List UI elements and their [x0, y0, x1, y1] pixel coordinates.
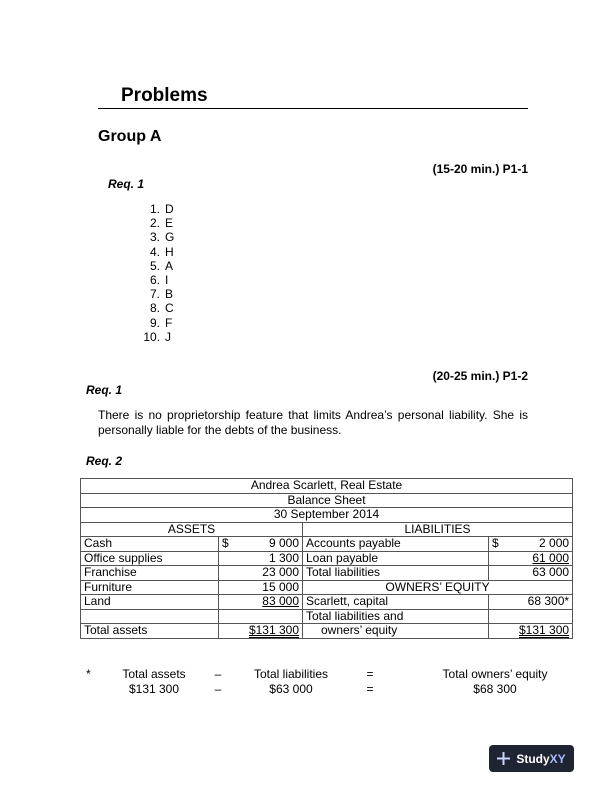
- asset-amount: $ 9 000: [219, 537, 303, 552]
- studyxy-badge[interactable]: [489, 745, 574, 772]
- answer-item: [143, 287, 174, 301]
- statement-title: Balance Sheet: [81, 493, 573, 508]
- footnote-owners-equity-value: $68 300: [473, 682, 517, 696]
- answer-item: [143, 330, 174, 344]
- req-1-answer-text: There is no proprietorship feature that limits Andrea’s personal liability. She is personally liable for the debts of the business.: [98, 408, 528, 437]
- group-heading: Group A: [98, 128, 162, 145]
- answer-number: 10.: [143, 329, 160, 344]
- asset-amount: 83 000: [219, 595, 303, 610]
- answer-number: 6.: [149, 273, 160, 288]
- answer-letter: F: [165, 315, 173, 330]
- footnote-owners-equity-label: Total owners’ equity: [442, 667, 548, 681]
- balance-sheet-table: [80, 478, 573, 639]
- answer-letter: B: [165, 287, 174, 302]
- answer-item: [143, 301, 174, 315]
- page-title: Problems: [121, 85, 208, 106]
- plus-icon: [497, 752, 510, 765]
- answer-letter: E: [165, 216, 174, 231]
- title-rule: [98, 108, 528, 109]
- loan-payable-label: Loan payable: [303, 551, 489, 566]
- total-assets-label: Total assets: [81, 624, 219, 639]
- p2-req-2-label: Req. 2: [86, 454, 123, 468]
- problem-ref-p1-2: (20-25 min.) P1-2: [432, 369, 528, 383]
- total-liabilities-amount: 63 000: [489, 566, 573, 581]
- answer-letter: G: [165, 230, 175, 245]
- footnote-total-liabilities-label: Total liabilities: [253, 667, 329, 681]
- asset-label: Cash: [81, 537, 219, 552]
- badge-brand-main: Study: [516, 751, 550, 766]
- answer-letter: D: [165, 202, 174, 216]
- asset-label: Furniture: [81, 580, 219, 595]
- answer-number: 2.: [149, 216, 160, 231]
- answer-item: [143, 245, 174, 259]
- total-liabilities-label: Total liabilities: [303, 566, 489, 581]
- answer-letter: I: [165, 273, 169, 288]
- capital-amount: 68 300*: [489, 595, 573, 610]
- loan-payable-amount: 61 000: [489, 551, 573, 566]
- answer-list: [143, 202, 174, 344]
- answer-letter: A: [165, 258, 174, 273]
- footnote-equals: =: [366, 682, 374, 696]
- answer-letter: J: [165, 329, 171, 344]
- footnote-total-assets-value: $131 300: [128, 682, 180, 696]
- accounts-payable-amount: $ 2 000: [489, 537, 573, 552]
- answer-item: [143, 216, 174, 230]
- answer-item: [143, 230, 174, 244]
- footnote-star: *: [86, 667, 91, 681]
- tle-amount: $131 300: [489, 624, 573, 639]
- answer-number: 7.: [149, 287, 160, 302]
- answer-number: 1.: [149, 202, 160, 216]
- answer-letter: H: [165, 244, 174, 259]
- total-assets-amount: $131 300: [219, 624, 303, 639]
- capital-label: Scarlett, capital: [303, 595, 489, 610]
- company-name: Andrea Scarlett, Real Estate: [81, 479, 573, 494]
- footnote-total-assets-label: Total assets: [122, 667, 186, 681]
- assets-header: ASSETS: [81, 522, 303, 537]
- asset-label: Land: [81, 595, 219, 610]
- blank-cell: [219, 609, 303, 624]
- equity-header: OWNERS’ EQUITY: [303, 580, 573, 595]
- answer-number: 3.: [149, 230, 160, 245]
- badge-brand-accent: XY: [549, 751, 566, 766]
- statement-date: 30 September 2014: [81, 508, 573, 523]
- tle-label-line-2: owners’ equity: [303, 624, 489, 639]
- liabilities-header: LIABILITIES: [303, 522, 573, 537]
- footnote-equals: =: [366, 667, 374, 681]
- tle-label-line-1: Total liabilities and: [303, 609, 489, 624]
- asset-amount: 23 000: [219, 566, 303, 581]
- answer-number: 8.: [149, 301, 160, 316]
- asset-label: Office supplies: [81, 551, 219, 566]
- answer-number: 4.: [149, 244, 160, 259]
- answer-number: 9.: [149, 315, 160, 330]
- blank-cell: [81, 609, 219, 624]
- answer-letter: C: [165, 301, 174, 316]
- answer-number: 5.: [149, 258, 160, 273]
- footnote-total-liabilities-value: $63 000: [269, 682, 313, 696]
- p2-req-1-label: Req. 1: [86, 383, 123, 397]
- footnote-minus: –: [214, 667, 222, 681]
- asset-amount: 1 300: [219, 551, 303, 566]
- footnote-minus: –: [214, 682, 222, 696]
- blank-cell: [489, 609, 573, 624]
- p1-req-1-label: Req. 1: [108, 177, 145, 191]
- asset-label: Franchise: [81, 566, 219, 581]
- answer-item: [143, 316, 174, 330]
- accounts-payable-label: Accounts payable: [303, 537, 489, 552]
- answer-item: [143, 273, 174, 287]
- problem-ref-p1-1: (15-20 min.) P1-1: [432, 162, 528, 176]
- answer-item: [143, 259, 174, 273]
- answer-item: [143, 202, 174, 216]
- asset-amount: 15 000: [219, 580, 303, 595]
